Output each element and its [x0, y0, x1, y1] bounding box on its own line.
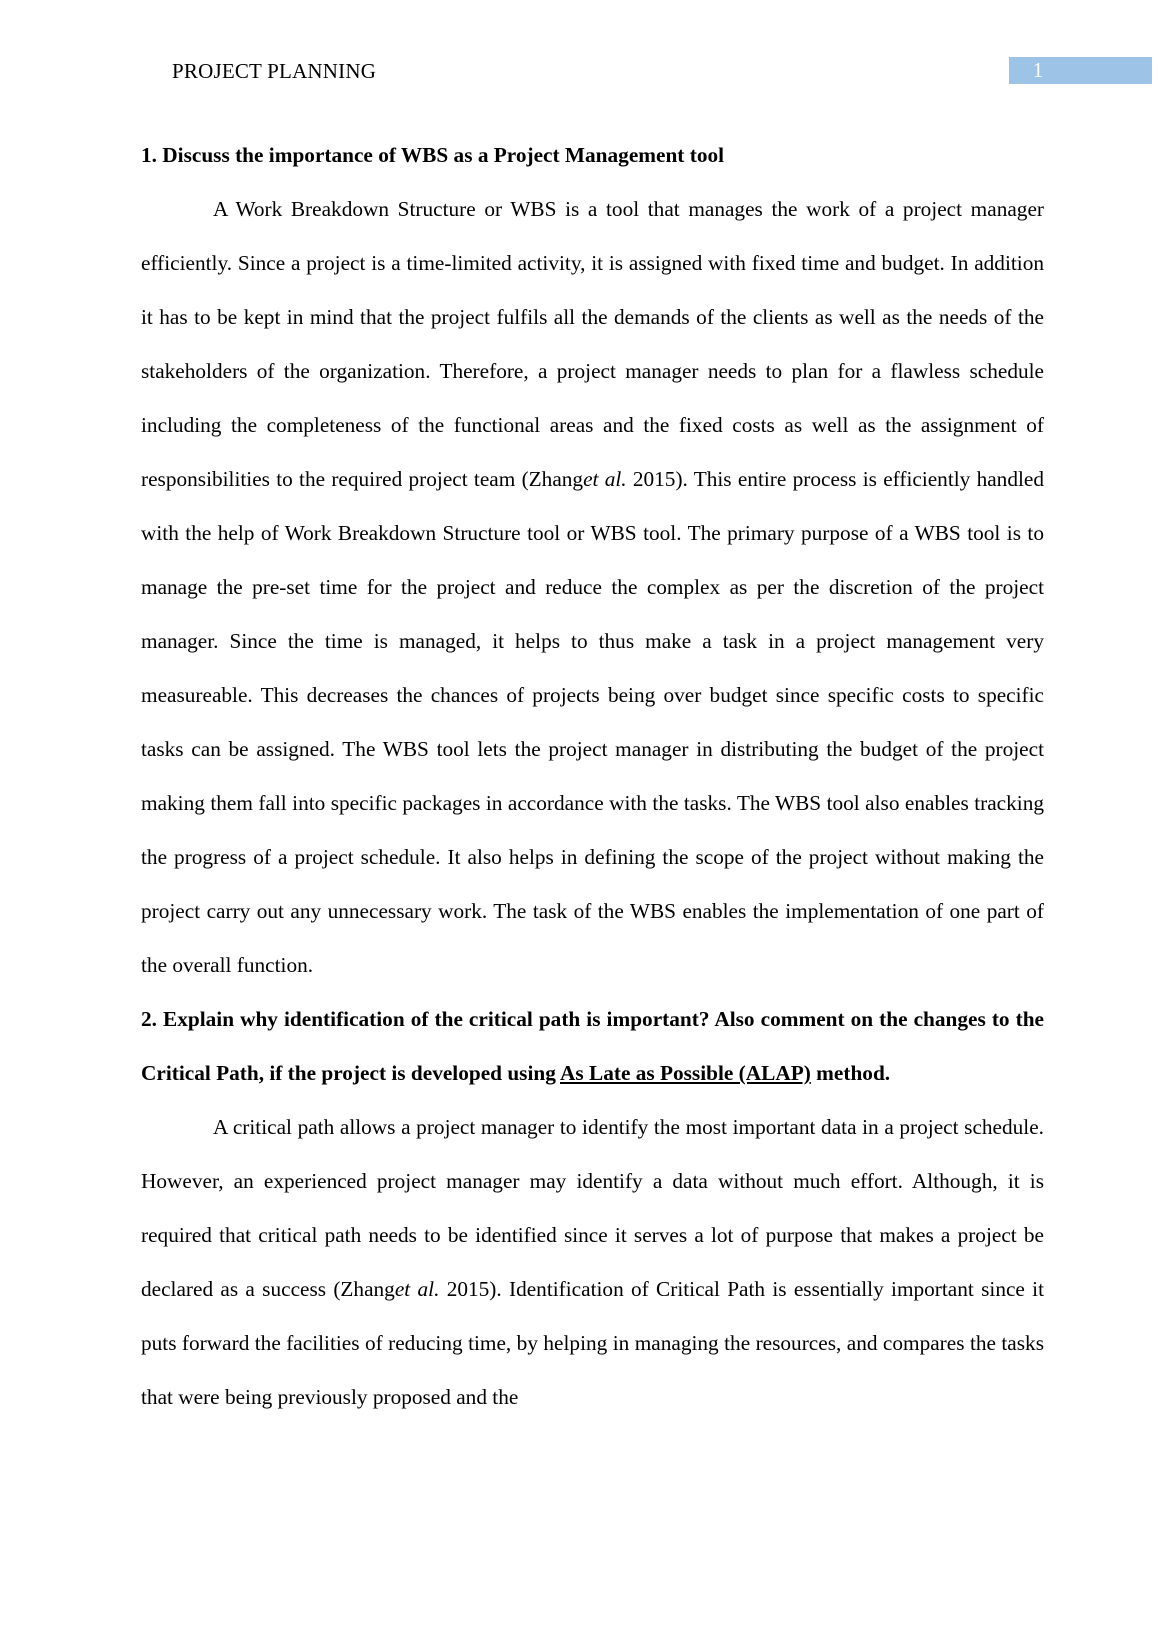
document-body: [141, 128, 1044, 1424]
citation-et-al: et al.: [583, 467, 627, 491]
alap-link-text: As Late as Possible (ALAP): [560, 1061, 811, 1085]
header-title: PROJECT PLANNING: [172, 59, 377, 83]
section1-text-b: 2015). This entire process is efficiently handled with the help of Work Breakdown Structure tool or WBS tool. The primary purpose of a WBS tool is to manage the pre-set time for the project and reduce the complex as per the discretion of the project manager. Since the time is managed, it helps to thus make a task in a project management very measureable. This decreases the chances of projects being over budget since specific costs to specific tasks can be assigned. The WBS tool lets the project manager in distributing the budget of the project making them fall into specific packages in accordance with the tasks. The WBS tool also enables tracking the progress of a project schedule. It also helps in defining the scope of the project without making the project carry out any unnecessary work. The task of the WBS enables the implementation of one part of the overall function.: [141, 467, 1044, 977]
page-number-box: [1009, 57, 1152, 84]
citation-et-al: et al.: [394, 1277, 440, 1301]
section1-heading: 1. Discuss the importance of WBS as a Project Management tool: [141, 143, 725, 167]
section2-heading-b: method.: [810, 1061, 891, 1085]
section1-text-a: A Work Breakdown Structure or WBS is a tool that manages the work of a project manager efficiently. Since a project is a time-limited activity, it is assigned with fixed time and budget. In addition it has to be kept in mind that the project fulfils all the demands of the clients as well as the needs of the stakeholders of the organization. Therefore, a project manager needs to plan for a flawless schedule including the completeness of the functional areas and the fixed costs as well as the assignment of responsibilities to the required project team (Zhang: [141, 197, 1044, 491]
page-number: 1: [1032, 58, 1044, 82]
section2-text-a: A critical path allows a project manager to identify the most important data in a project schedule. However, an experienced project manager may identify a data without much effort. Although, it is required that critical path needs to be identified since it serves a lot of purpose that makes a project be declared as a success (Zhang: [141, 1115, 1044, 1301]
section2-text-b: 2015). Identification of Critical Path is essentially important since it puts forward the facilities of reducing time, by helping in managing the resources, and compares the tasks that were being previously proposed and the: [141, 1277, 1044, 1409]
section1-paragraph: [141, 182, 1044, 992]
section2-heading: [141, 992, 1044, 1100]
section2-heading-a: 2. Explain why identification of the critical path is important? Also comment on the changes to the Critical Path, if the project is developed using: [141, 1007, 1044, 1085]
section2-paragraph: [141, 1100, 1044, 1424]
